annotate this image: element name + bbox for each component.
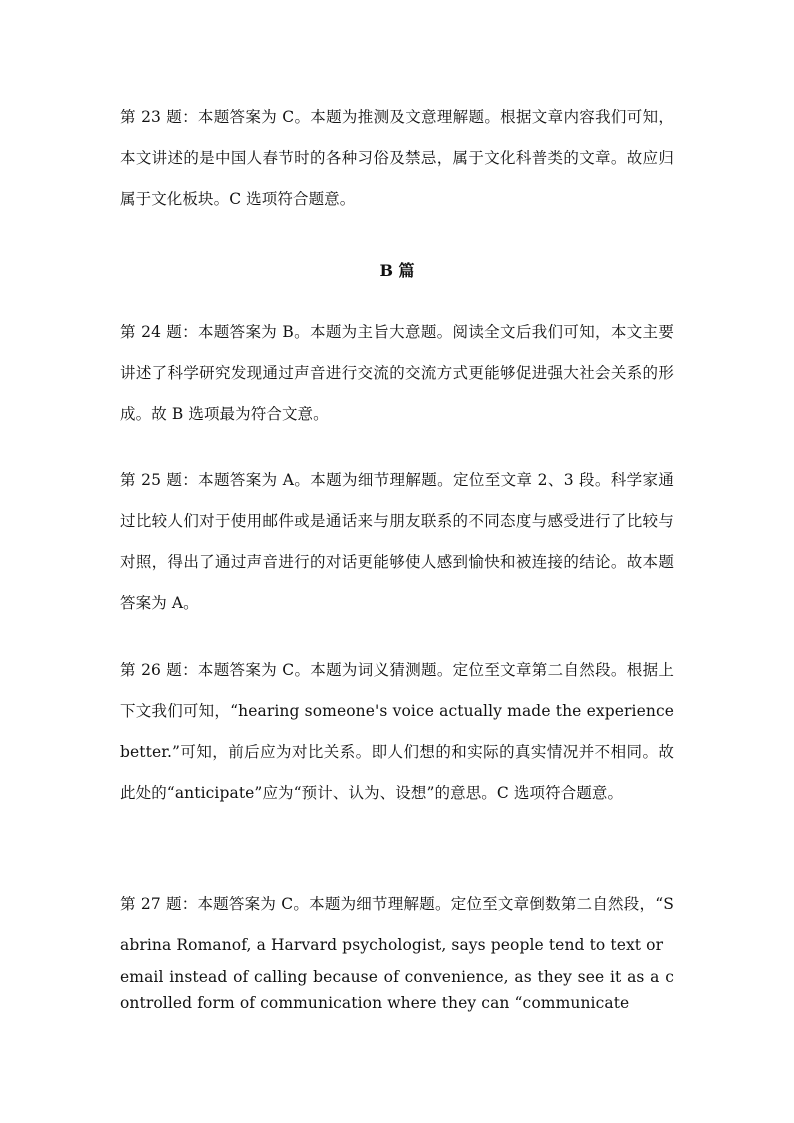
answer-paragraph-27-part1: 第 27 题：本题答案为 C。本题为细节理解题。定位至文章倒数第二自然段，“Sabrina Romanof, a Harvard psychologist, says people tend to text or: [120, 895, 674, 954]
answer-paragraph-26: 第 26 题：本题答案为 C。本题为词义猜测题。定位至文章第二自然段。根据上下文我们可知，“hearing someone's voice actually made the experience better.”可知，前后应为对比关系。即人们想的和实际的真实情况并不相同。故此处的“anticipate”应为“预计、认为、设想”的意思。C 选项符合题意。: [120, 661, 674, 802]
answer-paragraph-25: 第 25 题：本题答案为 A。本题为细节理解题。定位至文章 2、3 段。科学家通过比较人们对于使用邮件或是通话来与朋友联系的不同态度与感受进行了比较与对照，得出了通过声音进行的对话更能够使人感到愉快和被连接的结论。故本题答案为 A。: [120, 471, 674, 612]
answer-paragraph-27-part2: email instead of calling because of convenience, as they see it as a controlled form of communication where they can “communicate: [120, 968, 674, 1012]
answer-paragraph-24: 第 24 题：本题答案为 B。本题为主旨大意题。阅读全文后我们可知，本文主要讲述了科学研究发现通过声音进行交流的交流方式更能够促进强大社会关系的形成。故 B 选项最为符合文意。: [120, 323, 674, 423]
answer-paragraph-23: 第 23 题：本题答案为 C。本题为推测及文意理解题。根据文章内容我们可知，本文讲述的是中国人春节时的各种习俗及禁忌，属于文化科普类的文章。故应归属于文化板块。C 选项符合题意。: [120, 108, 674, 208]
section-heading-b: B 篇: [379, 261, 415, 280]
